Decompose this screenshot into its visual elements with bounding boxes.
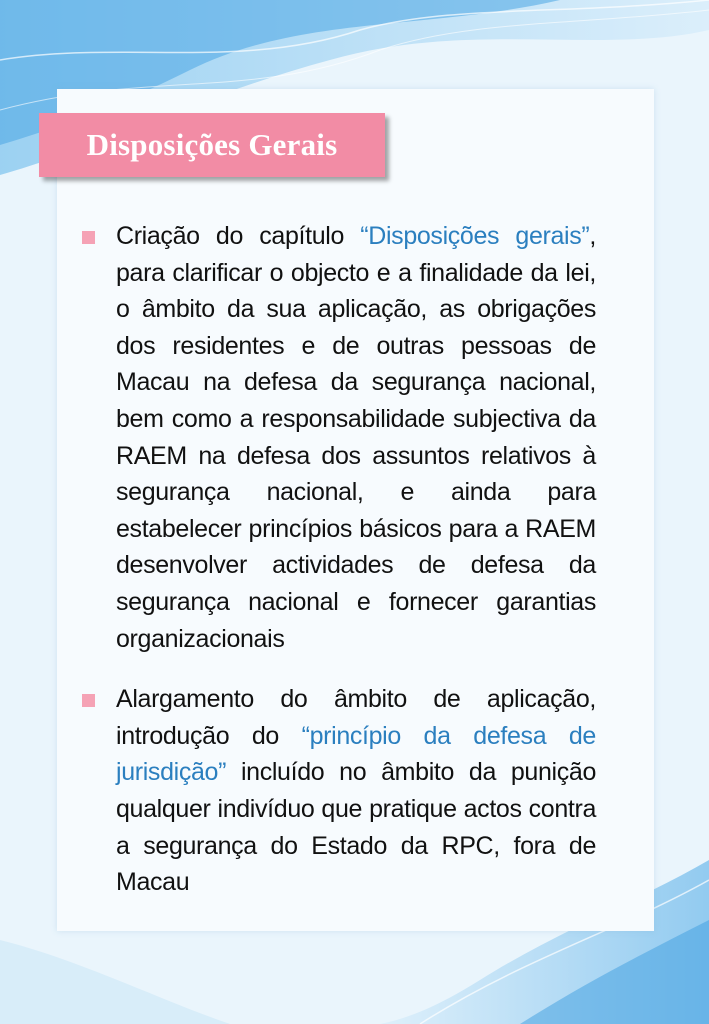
square-bullet-icon bbox=[82, 694, 95, 707]
bullet-text-segment: Criação do capítulo bbox=[116, 222, 361, 250]
bullet-highlight: “princípio da defesa de jurisdição” bbox=[116, 721, 596, 787]
bullet-text-segment: Alargamento do âmbito de aplicação, introdução do bbox=[116, 685, 596, 750]
bullet-highlight: “Disposições gerais” bbox=[360, 222, 590, 250]
list-item bbox=[79, 681, 596, 901]
bullet-text-segment: incluído no âmbito da punição qualquer indivíduo que pratique actos contra a segurança do Estado da RPC, fora de Macau bbox=[116, 758, 596, 897]
bullet-text bbox=[116, 218, 596, 657]
square-bullet-icon bbox=[82, 231, 95, 244]
bullet-text bbox=[116, 681, 596, 901]
bullet-text-segment: , para clarificar o objecto e a finalidade da lei, o âmbito da sua aplicação, as obrigações dos residentes e de outras pessoas de Macau na defesa da segurança nacional, bem como a responsabilidade subjectiva da RAEM na defesa dos assuntos relativos à segurança nacional, e ainda para estabelecer princípios básicos para a RAEM desenvolver actividades de defesa da segurança nacional e fornecer garantias organizacionais bbox=[116, 222, 596, 653]
bullet-list bbox=[79, 218, 596, 925]
list-item bbox=[79, 218, 596, 657]
title-banner bbox=[39, 113, 385, 177]
page-title: Disposições Gerais bbox=[86, 127, 338, 162]
